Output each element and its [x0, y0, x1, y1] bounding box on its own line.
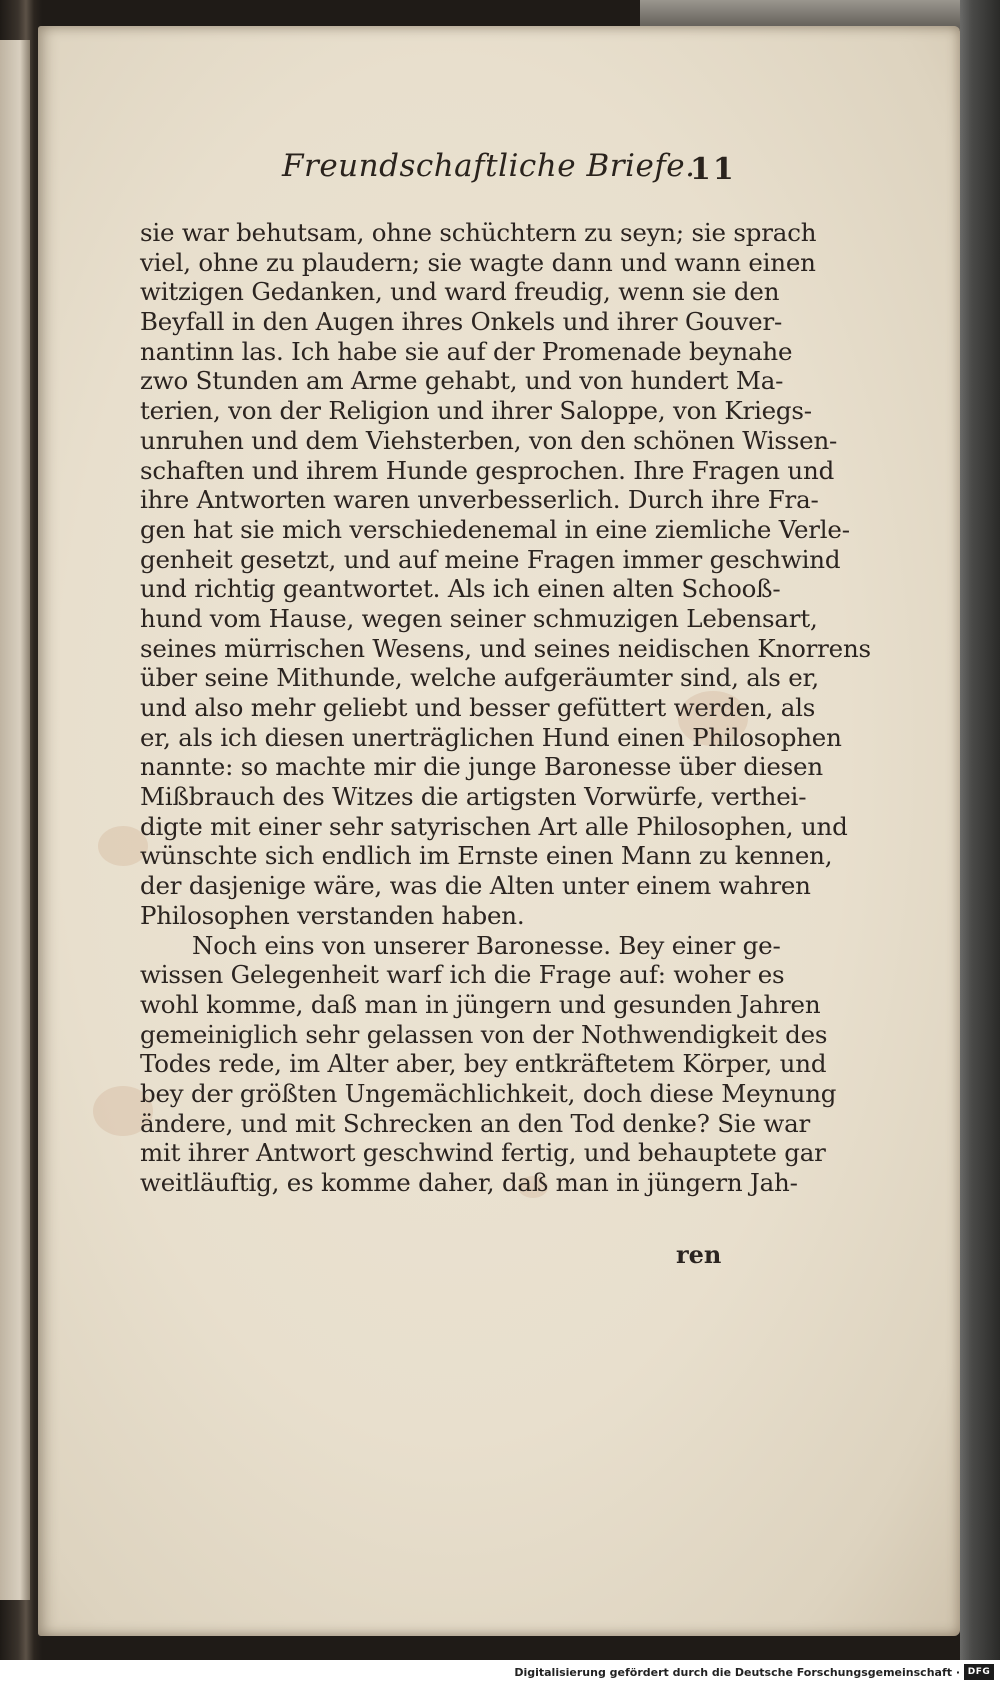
running-title: Freundschaftliche Briefe. [282, 148, 696, 184]
text-line: über seine Mithunde, welche aufgeräumter sind, als er, [140, 663, 819, 693]
text-line: ändere, und mit Schrecken an den Tod denke? Sie war [140, 1108, 811, 1138]
text-line: wünschte sich endlich im Ernste einen Mann zu kennen, [140, 841, 833, 871]
facing-page-edge [0, 40, 30, 1600]
funding-credit: Digitalisierung gefördert durch die Deutsche Forschungsgemeinschaft · [514, 1666, 960, 1679]
text-line: hund vom Hause, wegen seiner schmuzigen Lebensart, [140, 603, 818, 633]
page-header [282, 148, 742, 196]
digitization-footer [0, 1660, 1000, 1688]
text-line: der dasjenige wäre, was die Alten unter einem wahren [140, 871, 811, 901]
text-line: wissen Gelegenheit warf ich die Frage auf: woher es [140, 960, 785, 990]
text-line: bey der größten Ungemächlichkeit, doch diese Meynung [140, 1078, 837, 1108]
text-line: nantinn las. Ich habe sie auf der Promenade beynahe [140, 336, 793, 366]
text-line: schaften und ihrem Hunde gesprochen. Ihre Fragen und [140, 455, 835, 485]
text-line: mit ihrer Antwort geschwind fertig, und behauptete gar [140, 1138, 826, 1168]
text-line: genheit gesetzt, und auf meine Fragen immer geschwind [140, 544, 841, 574]
text-line: viel, ohne zu plaudern; sie wagte dann und wann einen [140, 247, 816, 277]
text-line: Noch eins von unserer Baronesse. Bey einer ge- [192, 930, 781, 960]
text-line: sie war behutsam, ohne schüchtern zu seyn; sie sprach [140, 218, 817, 247]
text-line: digte mit einer sehr satyrischen Art alle Philosophen, und [140, 811, 848, 841]
text-line: Todes rede, im Alter aber, bey entkräftetem Körper, und [140, 1049, 827, 1079]
text-line: wohl komme, daß man in jüngern und gesunden Jahren [140, 989, 821, 1019]
text-line: ihre Antworten waren unverbesserlich. Durch ihre Fra- [140, 485, 819, 515]
text-line: er, als ich diesen unerträglichen Hund einen Philosophen [140, 722, 842, 752]
text-line: gemeiniglich sehr gelassen von der Nothwendigkeit des [140, 1019, 828, 1049]
text-line: terien, von der Religion und ihrer Saloppe, von Kriegs- [140, 396, 812, 426]
text-line: und also mehr geliebt und besser gefüttert werden, als [140, 693, 816, 722]
text-line: nannte: so machte mir die junge Baronesse über diesen [140, 752, 823, 782]
text-line: gen hat sie mich verschiedenemal in eine ziemliche Verle- [140, 514, 850, 544]
text-line: Mißbrauch des Witzes die artigsten Vorwürfe, verthei- [140, 782, 807, 812]
page-number: 11 [690, 152, 736, 187]
text-line: Beyfall in den Augen ihres Onkels und ihrer Gouver- [140, 307, 783, 337]
text-line: Philosophen verstanden haben. [140, 900, 525, 930]
text-line: seines mürrischen Wesens, und seines neidischen Knorrens [140, 633, 871, 663]
text-line: unruhen und dem Viehsterben, von den schönen Wissen- [140, 425, 838, 455]
dfg-logo: DFG [964, 1664, 994, 1680]
text-line: und richtig geantwortet. Als ich einen alten Schooß- [140, 574, 781, 604]
catchword: ren [676, 1240, 722, 1269]
book-cover-edge [960, 0, 1000, 1660]
body-text [140, 218, 871, 1198]
text-line: zwo Stunden am Arme gehabt, und von hundert Ma- [140, 366, 784, 396]
text-line: weitläuftig, es komme daher, daß man in jüngern Jah- [140, 1168, 798, 1197]
text-line: witzigen Gedanken, und ward freudig, wenn sie den [140, 277, 780, 307]
